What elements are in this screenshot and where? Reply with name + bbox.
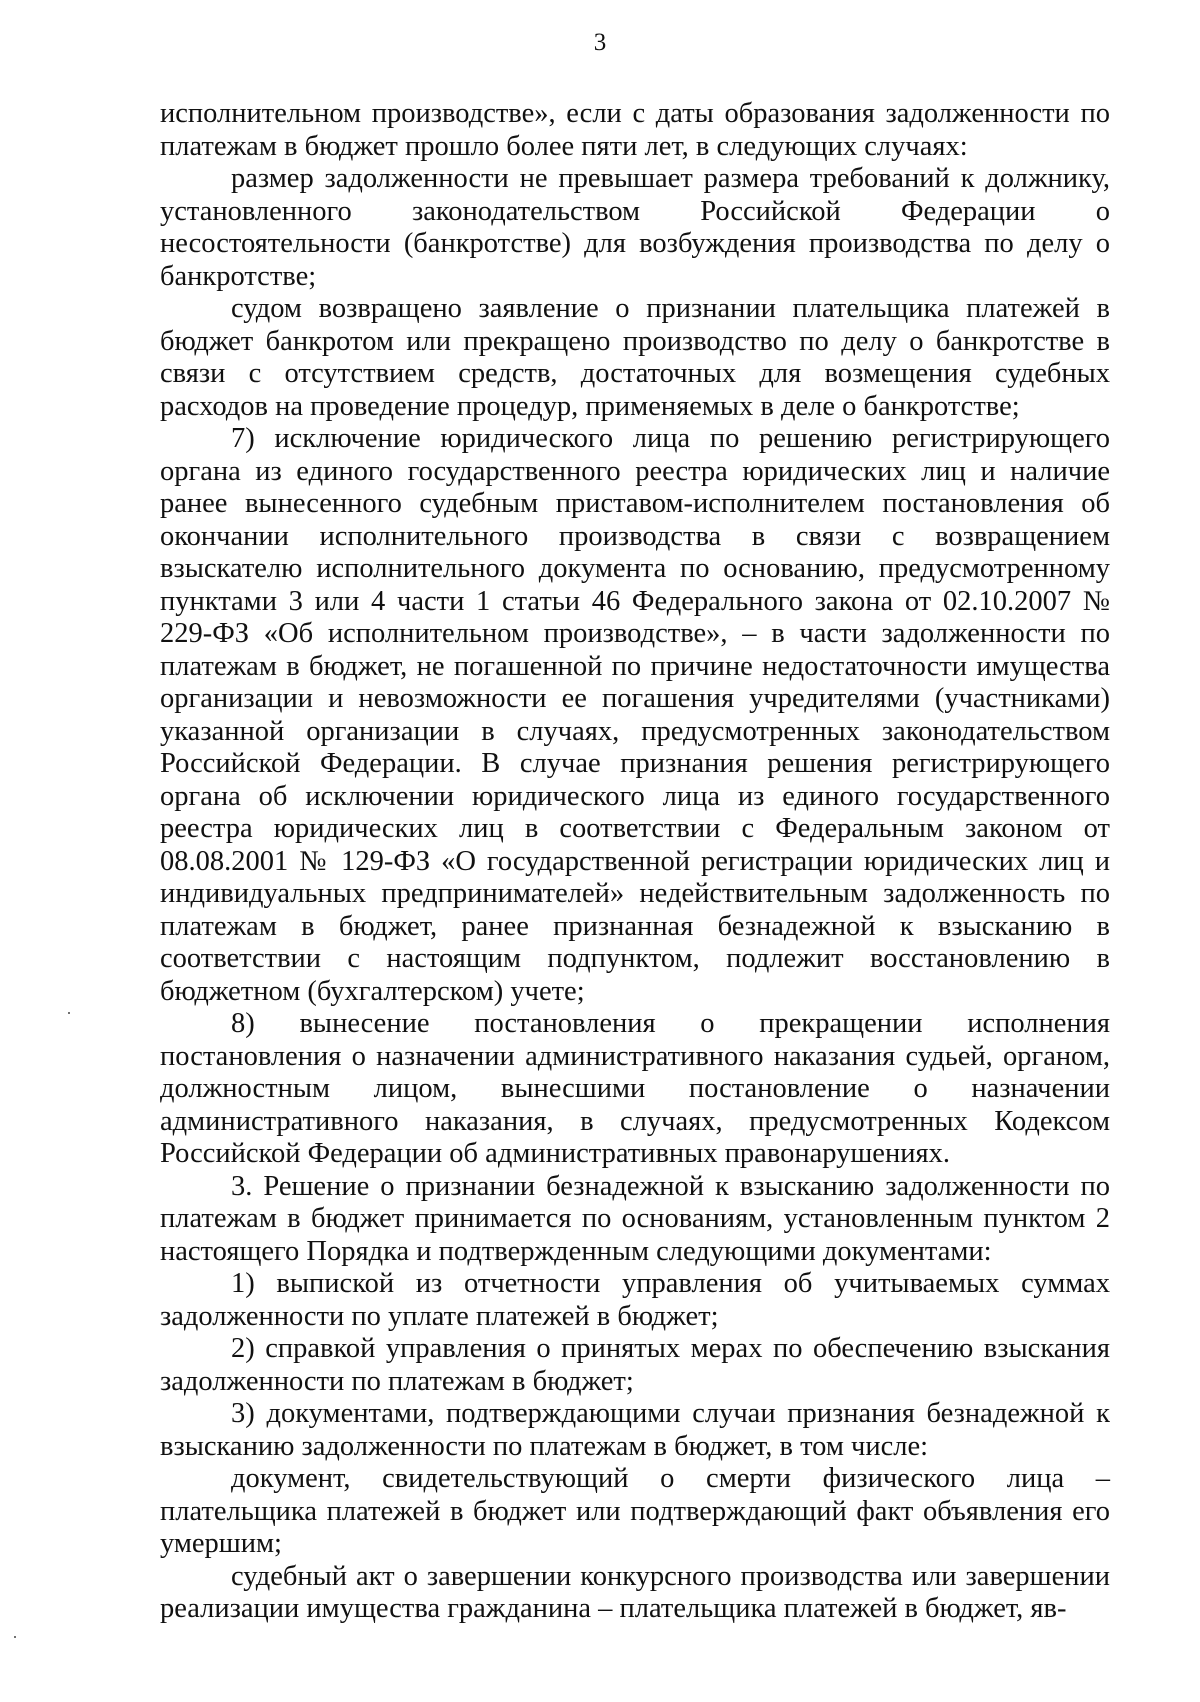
paragraph-doc-2: 2) справкой управления о принятых мерах по обеспечению взыскания задолженности по платежам в бюджет; — [160, 1333, 1110, 1397]
paragraph-item-7: 7) исключение юридического лица по решению регистрирующего органа из единого государственного реестра юридических лиц и наличие ранее вынесенного судебным приставом-исполнителем постановления об окончании исполнительного производства в связи с возвращением взыскателю исполнительного документа по основанию, предусмотренному пунктами 3 или 4 части 1 статьи 46 Федерального закона от 02.10.2007 № 229-ФЗ «Об исполнительном производстве», – в части задолженности по платежам в бюджет, не погашенной по причине недостаточности имущества организации и невозможности ее погашения учредителями (участниками) указанной организации в случаях, предусмотренных законодательством Российской Федерации. В случае признания решения регистрирующего органа об исключении юридического лица из единого государственного реестра юридических лиц в соответствии с Федеральным законом от 08.08.2001 № 129-ФЗ «О государственной регистрации юридических лиц и индивидуальных предпринимателей» недействительным задолженность по платежам в бюджет, ранее признанная безнадежной к взысканию в соответствии с настоящим подпунктом, подлежит восстановлению в бюджетном (бухгалтерском) учете; — [160, 423, 1110, 1007]
scan-speck — [68, 1012, 70, 1014]
paragraph-item-8: 8) вынесение постановления о прекращении исполнения постановления о назначении административного наказания судьей, органом, должностным лицом, вынесшими постановление о назначении административного наказания, в случаях, предусмотренных Кодексом Российской Федерации об административных правонарушениях. — [160, 1008, 1110, 1169]
paragraph-section-3: 3. Решение о признании безнадежной к взысканию задолженности по платежам в бюджет принимается по основаниям, установленным пунктом 2 настоящего Порядка и подтвержденным следующими документами: — [160, 1170, 1110, 1267]
paragraph-doc-3: 3) документами, подтверждающими случаи признания безнадежной к взысканию задолженности по платежам в бюджет, в том числе: — [160, 1398, 1110, 1462]
paragraph-doc-1: 1) выпиской из отчетности управления об учитываемых суммах задолженности по уплате платежей в бюджет; — [160, 1268, 1110, 1332]
paragraph-continuation: исполнительном производстве», если с даты образования задолженности по платежам в бюджет прошло более пяти лет, в следующих случаях: — [160, 98, 1110, 162]
paragraph-court-act: судебный акт о завершении конкурсного производства или завершении реализации имущества гражданина – плательщика платежей в бюджет, яв- — [160, 1560, 1110, 1624]
document-body — [160, 98, 1110, 1626]
paragraph-court-returned: судом возвращено заявление о признании плательщика платежей в бюджет банкротом или прекращено производство по делу о банкротстве в связи с отсутствием средств, достаточных для возмещения судебных расходов на проведение процедур, применяемых в деле о банкротстве; — [160, 293, 1110, 422]
paragraph-death-document: документ, свидетельствующий о смерти физического лица – плательщика платежей в бюджет или подтверждающий факт объявления его умершим; — [160, 1463, 1110, 1559]
scan-speck — [14, 1636, 16, 1638]
page-number: 3 — [593, 29, 607, 56]
paragraph-debt-size: размер задолженности не превышает размера требований к должнику, установленного законодательством Российской Федерации о несостоятельности (банкротстве) для возбуждения производства по делу о банкротстве; — [160, 163, 1110, 292]
